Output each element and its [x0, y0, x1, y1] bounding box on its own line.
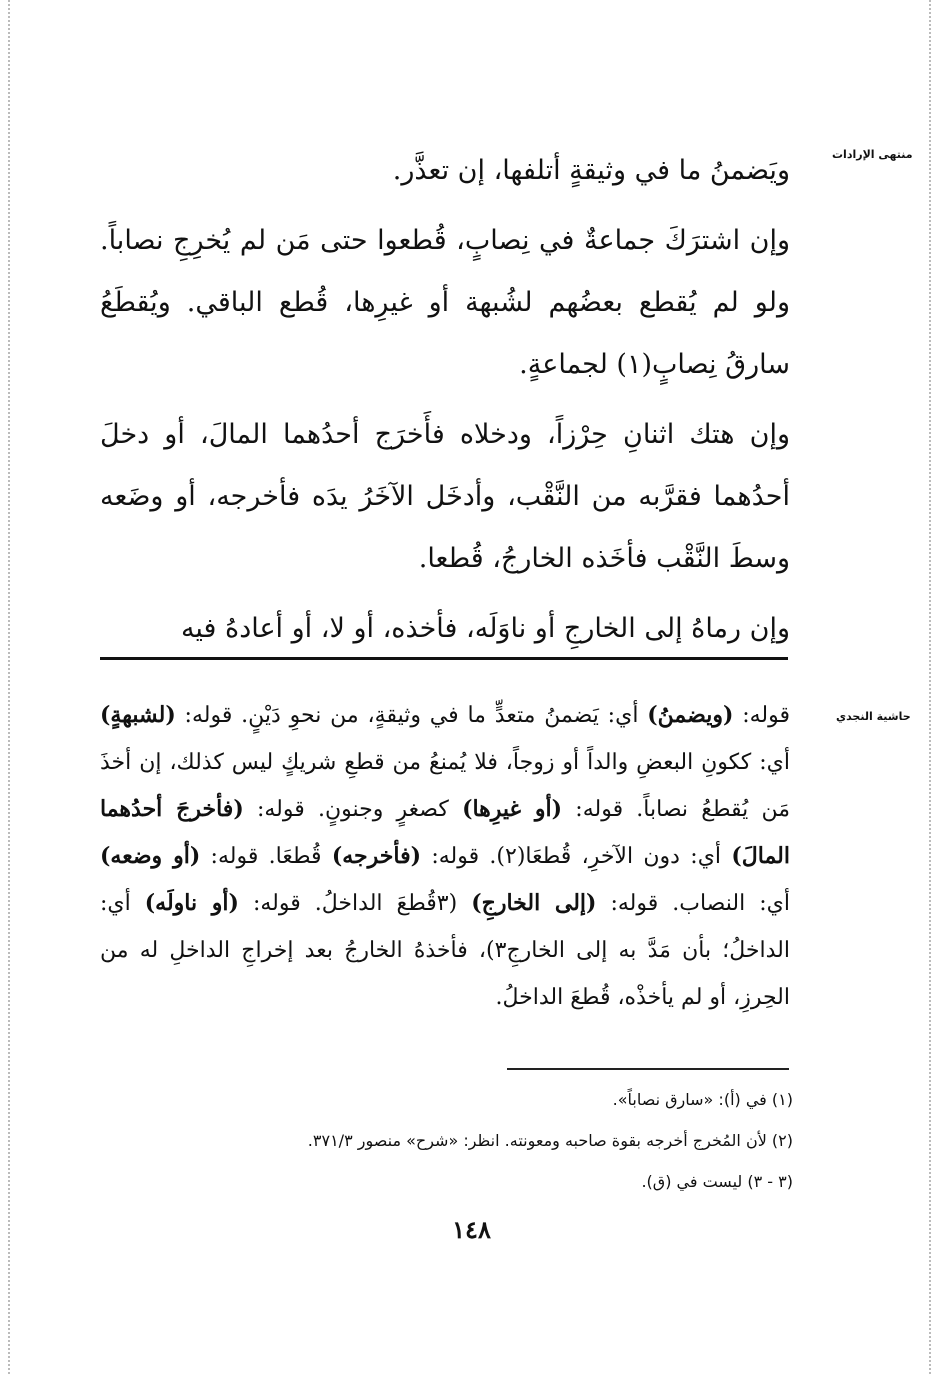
- commentary-segment: قُطعَا. قوله:: [200, 844, 332, 869]
- commentary-keyword: (أو ناولَه): [144, 890, 239, 916]
- footnote: (١) في (أ): «سارق نصاباً».: [612, 1090, 793, 1109]
- commentary-segment: (٣قُطعَ الداخلُ. قوله:: [238, 891, 472, 916]
- commentary-text: [100, 692, 790, 1021]
- commentary-keyword: (فأخرجه): [331, 843, 422, 869]
- footnote-divider: [507, 1068, 789, 1070]
- commentary-segment: أي: الداخلُ؛ بأن مَدَّ به إلى الخارجِ٣)، فأخذهُ الخارجُ بعد إخراجِ الداخلِ له من الحِرزِ، أو لم يأخذْه، قُطعَ الداخلُ.: [100, 891, 790, 1010]
- main-text: [100, 140, 790, 668]
- section-divider: [100, 657, 788, 660]
- page-number: ١٤٨: [452, 1215, 491, 1244]
- main-paragraph: ويَضمنُ ما في وثيقةٍ أتلفها، إن تعذَّر.: [392, 155, 790, 186]
- commentary-segment: أي: النصاب. قوله:: [596, 891, 790, 916]
- footnote: (٣ - ٣) ليست في (ق).: [641, 1172, 793, 1191]
- commentary-segment: أي: ككونِ البعضِ والداً أو زوجاً، فلا يُمنعُ من قطعِ شريكٍ ليس كذلك، إن أخذَ مَن يُقطعُ نصاباً. قوله:: [100, 750, 790, 822]
- commentary-segment: أي: دون الآخرِ، قُطعَا(٢). قوله:: [421, 844, 732, 869]
- main-paragraph: وإن اشترَكَ جماعةٌ في نِصابٍ، قُطعوا حتى مَن لم يُخرِجِ نصاباً. ولو لم يُقطع بعضُهم لشُبهة أو غيرِها، قُطع الباقي. ويُقطَعُ سارقُ نِصابٍ(١) لجماعةٍ.: [100, 225, 790, 380]
- commentary-keyword: (لشبهةٍ): [100, 702, 176, 728]
- commentary-keyword: (ويضمنُ): [647, 702, 734, 728]
- commentary-segment: أي: يَضمنُ متعدٍّ ما في وثيقةٍ، من نحوِ دَيْنٍ. قوله:: [175, 703, 648, 728]
- commentary-keyword: (فأخرجَ أحدُهما المالَ): [100, 796, 790, 869]
- footnote: (٢) لأن المُخرج أخرجه بقوة صاحبه ومعونته. انظر: «شرح» منصور ٣٧١/٣.: [307, 1131, 793, 1150]
- commentary-segment: قوله:: [733, 703, 790, 728]
- commentary-segment: كصغرٍ وجنونٍ. قوله:: [243, 797, 463, 822]
- main-paragraph: وإن هتك اثنانِ حِرْزاً، ودخلاه فأَخرَج أحدُهما المالَ، أو دخلَ أحدُهما فقرَّبه من النَّقْب، وأدخَل الآخَرُ يدَه فأخرجه، أو وضَعه وسطَ النَّقْب فأخَذه الخارجُ، قُطعا.: [100, 419, 790, 574]
- commentary-keyword: (إلى الخارجِ): [471, 890, 597, 916]
- commentary-title-label: حاشية النجدي: [836, 710, 911, 723]
- margin-dots-right: [929, 0, 931, 1374]
- commentary-keyword: (أو غيرِها): [462, 796, 563, 822]
- book-title-label: منتهى الإرادات: [832, 148, 913, 161]
- commentary-keyword: (أو وضعه): [100, 843, 201, 869]
- margin-dots-left: [8, 0, 10, 1374]
- main-paragraph: وإن رماهُ إلى الخارجِ أو ناوَلَه، فأخذه، أو لا، أو أعادهُ فيه: [180, 613, 790, 644]
